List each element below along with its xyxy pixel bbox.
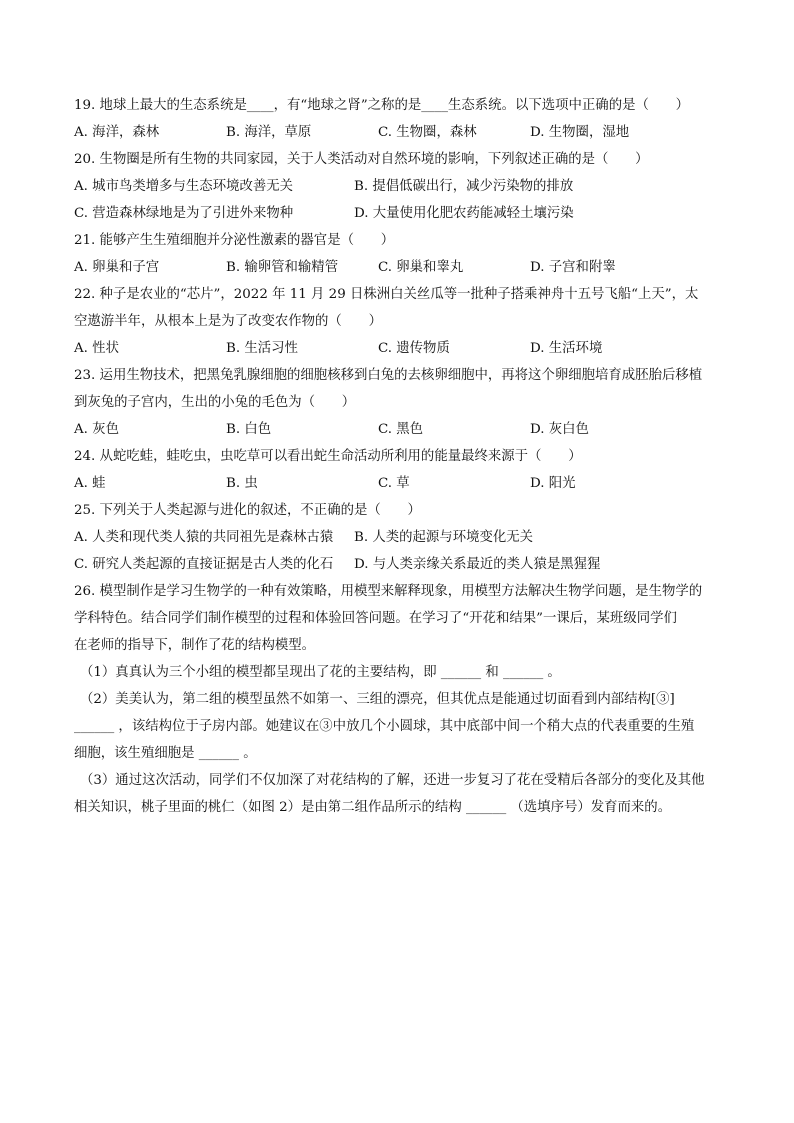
- question-25: [74, 497, 724, 578]
- question-19: [74, 92, 724, 146]
- option-c: C. 黑色: [378, 422, 424, 437]
- option-b: B. 输卵管和输精管: [226, 260, 339, 275]
- question-21: [74, 227, 724, 281]
- option-c: C. 遗传物质: [378, 341, 450, 356]
- option-a: A. 性状: [74, 341, 119, 356]
- question-stem: 24. 从蛇吃蛙，蛙吃虫，虫吃草可以看出蛇生命活动所利用的能量最终来源于（ ）: [74, 449, 582, 464]
- option-b: B. 白色: [226, 422, 272, 437]
- option-d: D. 生活环境: [530, 341, 603, 356]
- sub-question-1: [74, 659, 724, 686]
- question-22: [74, 281, 724, 362]
- option-a: A. 海洋，森林: [74, 125, 160, 140]
- option-row: [74, 524, 724, 551]
- option-d: D. 灰白色: [530, 422, 589, 437]
- sub-question-3: [74, 767, 724, 821]
- sub-question-line: （2）美美认为，第二组的模型虽然不如第一、三组的漂亮，但其优点是能通过切面看到内部结构[③]: [80, 692, 675, 707]
- option-row: [74, 470, 724, 497]
- question-stem-cont: 学科特色。结合同学们制作模型的过程和体验回答问题。在学习了“开花和结果”一课后，某班级同学们: [74, 611, 677, 626]
- option-b: B. 虫: [226, 476, 258, 491]
- option-d: D. 子宫和附睾: [530, 260, 616, 275]
- question-stem: 26. 模型制作是学习生物学的一种有效策略，用模型来解释现象，用模型方法解决生物学问题，是生物学的: [74, 584, 703, 599]
- option-c: C. 生物圈，森林: [378, 125, 477, 140]
- option-d: D. 阳光: [530, 476, 576, 491]
- question-23: [74, 362, 724, 443]
- question-stem: 19. 地球上最大的生态系统是____，有“地球之肾”之称的是____生态系统。以下选项中正确的是（ ）: [74, 98, 690, 113]
- question-stem-cont: 空遨游半年，从根本上是为了改变农作物的（ ）: [74, 314, 382, 329]
- sub-question-line: （1）真真认为三个小组的模型都呈现出了花的主要结构，即 ______ 和 ______ 。: [80, 665, 561, 680]
- question-stem-cont: 到灰兔的子宫内，生出的小兔的毛色为（ ）: [74, 395, 356, 410]
- question-20: [74, 146, 724, 227]
- option-row: [74, 416, 724, 443]
- option-a: A. 灰色: [74, 422, 119, 437]
- question-24: [74, 443, 724, 497]
- option-b: B. 人类的起源与环境变化无关: [354, 530, 534, 545]
- sub-question-line: （3）通过这次活动，同学们不仅加深了对花结构的了解，还进一步复习了花在受精后各部分的变化及其他: [80, 773, 705, 788]
- question-stem: 20. 生物圈是所有生物的共同家园，关于人类活动对自然环境的影响，下列叙述正确的是（ ）: [74, 152, 649, 167]
- option-row: [74, 173, 724, 200]
- option-a: A. 卵巢和子宫: [74, 260, 160, 275]
- question-26: [74, 578, 724, 821]
- option-b: B. 生活习性: [226, 341, 298, 356]
- question-stem: 22. 种子是农业的“芯片”，2022 年 11 月 29 日株洲白关丝瓜等一批种子搭乘神舟十五号飞船“上天”，太: [74, 287, 699, 302]
- question-stem: 21. 能够产生生殖细胞并分泌性激素的器官是（ ）: [74, 233, 395, 248]
- option-row: [74, 119, 724, 146]
- option-d: D. 大量使用化肥农药能减轻土壤污染: [354, 206, 574, 221]
- option-b: B. 提倡低碳出行，减少污染物的排放: [354, 179, 574, 194]
- option-a: A. 蛙: [74, 476, 106, 491]
- option-c: C. 营造森林绿地是为了引进外来物种: [74, 206, 294, 221]
- sub-question-line: 相关知识，桃子里面的桃仁（如图 2）是由第二组作品所示的结构 ______ （选填序号）发育而来的。: [74, 800, 672, 815]
- option-c: C. 草: [378, 476, 410, 491]
- option-a: A. 人类和现代类人猿的共同祖先是森林古猿: [74, 530, 334, 545]
- option-row: [74, 254, 724, 281]
- sub-question-2: [74, 686, 724, 767]
- option-c: C. 研究人类起源的直接证据是古人类的化石: [74, 557, 334, 572]
- option-b: B. 海洋，草原: [226, 125, 312, 140]
- question-stem: 25. 下列关于人类起源与进化的叙述，不正确的是（ ）: [74, 503, 421, 518]
- sub-question-line: ______ ，该结构位于子房内部。她建议在③中放几个小圆球，其中底部中间一个稍大点的代表重要的生殖: [74, 719, 695, 734]
- sub-question-line: 细胞，该生殖细胞是 ______ 。: [74, 746, 257, 761]
- option-d: D. 生物圈，湿地: [530, 125, 630, 140]
- option-row: [74, 551, 724, 578]
- option-c: C. 卵巢和睾丸: [378, 260, 464, 275]
- option-a: A. 城市鸟类增多与生态环境改善无关: [74, 179, 294, 194]
- option-row: [74, 200, 724, 227]
- exam-page: [74, 92, 724, 821]
- option-d: D. 与人类亲缘关系最近的类人猿是黑猩猩: [354, 557, 601, 572]
- option-row: [74, 335, 724, 362]
- question-stem: 23. 运用生物技术，把黑兔乳腺细胞的细胞核移到白兔的去核卵细胞中，再将这个卵细胞培育成胚胎后移植: [74, 368, 703, 383]
- question-stem-cont: 在老师的指导下，制作了花的结构模型。: [74, 638, 316, 653]
